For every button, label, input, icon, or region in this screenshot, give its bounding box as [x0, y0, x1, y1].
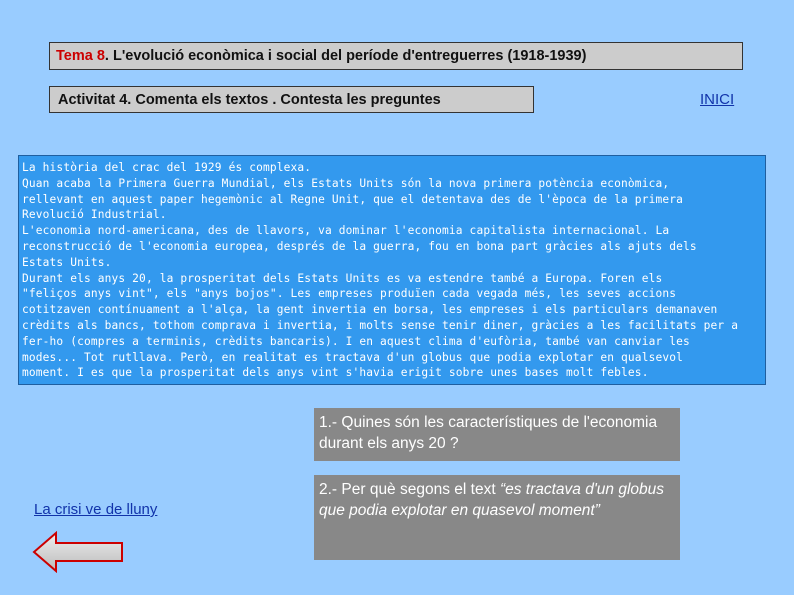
text-line: Estats Units. [22, 255, 112, 269]
question-1-box [314, 408, 680, 461]
lesson-title-text: . L'evolució econòmica i social del període d'entreguerres (1918-1939) [104, 48, 587, 64]
question-2-prefix: 2.- Per què segons el text [319, 481, 500, 498]
text-line: moment. I es que la prosperitat dels anys vint s'havia erigit sobre unes bases molt febles. [22, 366, 649, 380]
text-line: cotitzaven contínuament a l'alça, la gent invertia en borsa, les empreses i els particulars demanaven [22, 303, 718, 317]
text-line: reconstrucció de l'economia europea, després de la guerra, fou en bona part gràcies als ajuts dels [22, 239, 697, 253]
question-2-box [314, 475, 680, 560]
question-2-quote: “es tractava d'un globus que podia explotar en quasevol moment” [319, 481, 665, 519]
activity-title-bar [49, 86, 534, 113]
left-arrow-icon[interactable] [32, 531, 124, 573]
text-line: Quan acaba la Primera Guerra Mundial, els Estats Units són la nova primera potència econòmica, [22, 176, 670, 190]
lesson-number: Tema 8 [56, 48, 105, 64]
text-line: L'economia nord-americana, des de llavors, va dominar l'economia capitalista internacional. La [22, 224, 670, 238]
text-line: "feliços anys vint", els "anys bojos". Les empreses produïen cada vegada més, les seves accions [22, 287, 677, 301]
lesson-title-bar [49, 42, 743, 70]
text-line: Durant els anys 20, la prosperitat dels Estats Units es va estendre també a Europa. Foren els [22, 271, 663, 285]
activity-title-text: Activitat 4. Comenta els textos . Contesta les preguntes [58, 91, 441, 108]
text-line: rellevant en aquest paper hegemònic al Regne Unit, que el detentava des de l'època de la primera [22, 192, 684, 206]
text-line: fer-ho (compres a terminis, crèdits bancaris). I en aquest clima d'eufòria, també van canviar les [22, 334, 690, 348]
question-1-text: 1.- Quines són les característiques de l'economia durant els anys 20 ? [319, 414, 658, 452]
reading-text-box [18, 155, 766, 385]
crisis-link[interactable]: La crisi ve de lluny [34, 501, 158, 518]
text-line: modes... Tot rutllava. Però, en realitat es tractava d'un globus que podia explotar en qualsevol [22, 350, 684, 364]
text-line: Revolució Industrial. [22, 208, 167, 222]
text-line: crèdits als bancs, tothom comprava i invertia, i molts sense tenir diner, gràcies a les facilitats per a [22, 318, 739, 332]
inici-link[interactable]: INICI [700, 91, 735, 108]
text-line: La història del crac del 1929 és complexa. [22, 161, 312, 174]
